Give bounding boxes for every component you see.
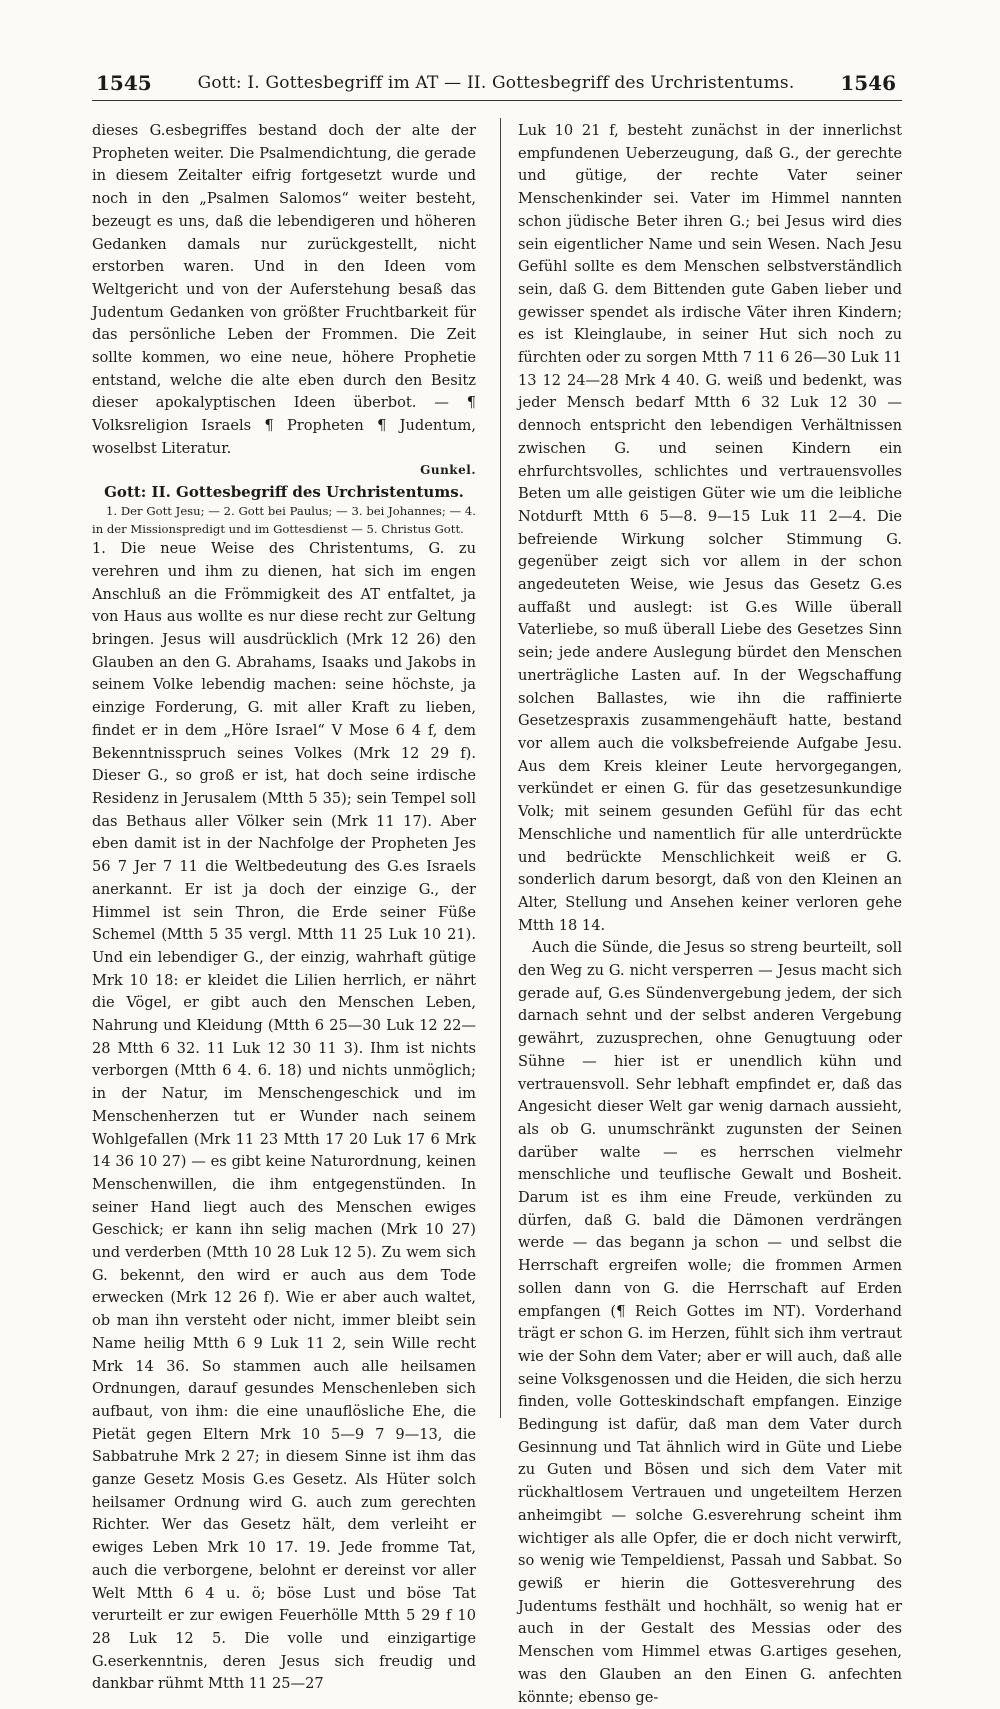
left-paragraph-1: dieses G.esbegriffes bestand doch der alte der Propheten weiter. Die Psalmendichtung, die gerade in diesem Zeitalter eifrig fortgesetzt wurde und noch in den „Psalmen Salomos“ weiter besteht, bezeugt es uns, daß die lebendigeren und höheren Gedanken damals nur zurückgestellt, nicht erstorben waren. Und in den Ideen vom Weltgericht und von der Auferstehung besaß das Judentum Gedanken von größter Fruchtbarkeit für das persönliche Leben der Frommen. Die Zeit sollte kommen, wo eine neue, höhere Prophetie entstand, welche die alte eben durch den Besitz dieser apokalyptischen Ideen überbot. — ¶ Volksreligion Israels ¶ Propheten ¶ Judentum, woselbst Literatur.	[92, 122, 476, 457]
right-paragraph-2: Auch die Sünde, die Jesus so streng beurteilt, soll den Weg zu G. nicht versperren — Jesus macht sich gerade auf, G.es Sündenvergebung jedem, der sich darnach sehnt und der selbst anderen Vergebung gewährt, zuzusprechen, ohne Genugtuung oder Sühne — hier ist er unendlich kühn und vertrauensvoll. Sehr lebhaft empfindet er, daß das Angesicht dieser Welt gar wenig darnach aussieht, als ob G. unumschränkt zugunsten der Seinen darüber walte — es herrschen vielmehr menschliche und teuflische Gewalt und Bosheit. Darum ist es ihm eine Freude, verkünden zu dürfen, daß G. bald die Dämonen verdrängen werde — das begann ja schon — und selbst die Herrschaft ergreifen wolle; die frommen Armen sollen dann von G. die Herrschaft auf Erden empfangen (¶ Reich Gottes im NT). Vorderhand trägt er schon G. im Herzen, fühlt sich ihm vertraut wie der Sohn dem Vater; aber er will auch, daß alle seine Volksgenossen und die Heiden, die sich herzu finden, volle Gotteskindschaft empfangen. Einzige Bedingung ist dafür, daß man dem Vater durch Gesinnung und Tat ähnlich wird in Güte und Liebe zu Guten und Bösen und sich dem Vater mit rückhaltlosem Vertrauen und ungeteiltem Herzen anheimgibt — solche G.esverehrung scheint ihm wichtiger als alle Opfer, die er doch nicht verwirft, so wenig wie Tempeldienst, Passah und Sabbat. So gewiß er hierin die Gottesverehrung des Judentums festhält und hochhält, so wenig hat er auch in der Gestalt des Messias oder des Menschen vom Himmel etwas G.artiges gesehen, was den Glauben an den Einen G. anfechten könnte; ebenso ge-	[518, 939, 902, 1706]
left-paragraph-2: 1. Die neue Weise des Christentums, G. zu verehren und ihm zu dienen, hat sich im engen Anschluß an die Frömmigkeit des AT entfaltet, ja von Haus aus wollte es nur diese recht zur Geltung bringen. Jesus will ausdrücklich (Mrk 12 26) den Glauben an den G. Abrahams, Isaaks und Jakobs in seinem Volke lebendig machen: seine höchste, ja einzige Forderung, G. mit aller Kraft zu lieben, findet er in dem „Höre Israel“ V Mose 6 4 f, dem Bekenntnisspruch seines Volkes (Mrk 12 29 f). Dieser G., so groß er ist, hat doch seine irdische Residenz in Jerusalem (Mtth 5 35); sein Tempel soll das Bethaus aller Völker sein (Mrk 11 17). Aber eben damit ist in der Nachfolge der Propheten Jes 56 7 Jer 7 11 die Weltbedeutung des G.es Israels anerkannt. Er ist ja doch der einzige G., der Himmel ist sein Thron, die Erde seiner Füße Schemel (Mtth 5 35 vergl. Mtth 11 25 Luk 10 21). Und ein lebendiger G., der einzig, wahrhaft gütige Mrk 10 18: er kleidet die Lilien herrlich, er nährt die Vögel, er gibt auch den Menschen Leben, Nahrung und Kleidung (Mtth 6 25—30 Luk 12 22—28 Mtth 6 32. 11 Luk 12 30 11 3). Ihm ist nichts verborgen (Mtth 6 4. 6. 18) und nichts unmöglich; in der Natur, im Menschengeschick und im Menschenherzen tut er Wunder nach seinem Wohlgefallen (Mrk 11 23 Mtth 17 20 Luk 17 6 Mrk 14 36 10 27) — es gibt keine Naturordnung, keinen Menschenwillen, die ihm entgegenstünden. In seiner Hand liegt auch des Menschen ewiges Geschick; er kann ihn selig machen (Mrk 10 27) und verderben (Mtth 10 28 Luk 12 5). Zu wem sich G. bekennt, den wird er auch aus dem Tode erwecken (Mrk 12 26 f). Wie er aber auch waltet, ob man ihn versteht oder nicht, immer bleibt sein Name heilig Mtth 6 9 Luk 11 2, sein Wille recht Mrk 14 36. So stammen auch alle heilsamen Ordnungen, darauf gesundes Menschenleben sich aufbaut, von ihm: die eine unauflösliche Ehe, die Pietät gegen Eltern Mrk 10 5—9 7 9—13, die Sabbatruhe Mrk 2 27; in diesem Sinne ist ihm das ganze Gesetz Mosis G.es Gesetz. Als Hüter solch heilsamer Ordnung wird G. auch zum gerechten Richter. Wer das Gesetz hält, dem verleiht er ewiges Leben Mrk 10 17. 19. Jede fromme Tat, auch die verborgene, belohnt er dereinst vor aller Welt Mtth 6 4 u. ö; böse Lust und böse Tat verurteilt er zur ewigen Feuerhölle Mtth 5 29 f 10 28 Luk 12 5. Die volle und einzigartige G.eserkenntnis, deren Jesus sich freudig und dankbar rühmt Mtth 11 25—27	[92, 540, 476, 1693]
right-column	[518, 120, 902, 1709]
left-column	[92, 120, 476, 1696]
column-divider	[500, 118, 501, 1418]
author-signature: Gunkel.	[420, 462, 476, 477]
section-heading: Gott: II. Gottesbegriff des Urchristentums.	[104, 483, 464, 502]
header-rule	[92, 100, 902, 101]
right-paragraph-1: Luk 10 21 f, besteht zunächst in der innerlichst empfundenen Ueberzeugung, daß G., der gerechte und gütige, der rechte Vater seiner Menschenkinder sei. Vater im Himmel nannten schon jüdische Beter ihren G.; bei Jesus wird dies sein eigentlicher Name und sein Wesen. Nach Jesu Gefühl sollte es dem Menschen selbstverständlich sein, daß G. dem Bittenden gute Gaben lieber und gewisser spendet als irdische Väter ihren Kindern; es ist Kleinglaube, in seiner Hut sich noch zu fürchten oder zu sorgen Mtth 7 11 6 26—30 Luk 11 13 12 24—28 Mrk 4 40. G. weiß und bedenkt, was jeder Mensch bedarf Mtth 6 32 Luk 12 30 — dennoch entspricht den lebendigen Verhältnissen zwischen G. und seinen Kindern ein ehrfurchtsvolles, schlichtes und vertrauensvolles Beten um alle geistigen Güter wie um die leibliche Notdurft Mtth 6 5—8. 9—15 Luk 11 2—4. Die befreiende Wirkung solcher Stimmung G. gegenüber zeigt sich vor allem in der schon angedeuteten Weise, wie Jesus das Gesetz G.es auffaßt und auslegt: ist G.es Wille überall Vaterliebe, so muß überall Liebe des Gesetzes Sinn sein; jede andere Auslegung bürdet den Menschen unerträgliche Lasten auf. In der Wegschaffung solchen Ballastes, wie ihn die raffinierte Gesetzespraxis zusammengehäuft hatte, bestand vor allem auch die volksbefreiende Aufgabe Jesu. Aus dem Kreis kleiner Leute hervorgegangen, verkündet er einen G. für das gesetzesunkundige Volk; mit seinem gesunden Gefühl für das echt Menschliche und namentlich für alle unterdrückte und bedrückte Menschlichkeit weiß er G. sonderlich darum besorgt, daß von den Kleinen an Alter, Stellung und Ansehen keiner verloren gehe Mtth 18 14.	[518, 122, 902, 934]
page-header	[96, 66, 896, 100]
section-contents: 1. Der Gott Jesu; — 2. Gott bei Paulus; — 3. bei Johannes; — 4. in der Missionspredigt und im Gottesdienst — 5. Christus Gott.	[92, 504, 476, 536]
running-title: Gott: I. Gottesbegriff im AT — II. Gottesbegriff des Urchristentums.	[197, 73, 795, 93]
left-column-number: 1545	[96, 71, 152, 95]
right-column-number: 1546	[840, 71, 896, 95]
